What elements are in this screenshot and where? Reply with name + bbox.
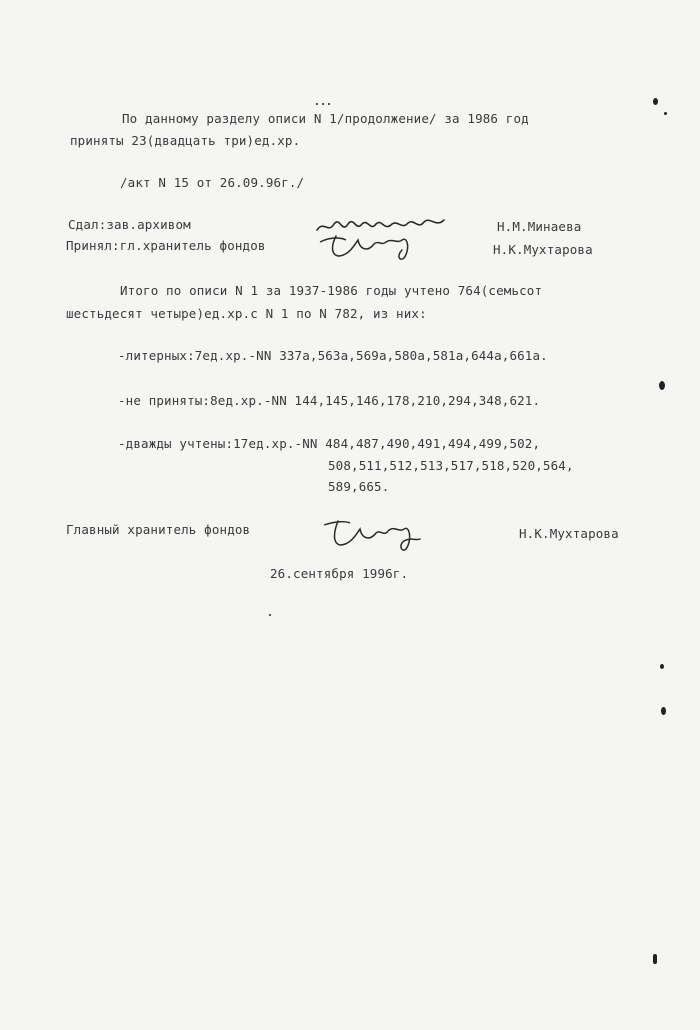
chief-keeper-label: Главный хранитель фондов — [66, 522, 251, 537]
punch-hole-mark — [659, 381, 665, 390]
intro-line-1: По данному разделу описи N 1/продолжение/ за 1986 год — [122, 111, 529, 126]
signature-handwritten — [312, 210, 457, 265]
punch-hole-mark — [653, 98, 658, 105]
not-received-items: -не приняты:8ед.хр.-NN 144,145,146,178,210,294,348,621. — [118, 393, 541, 408]
chief-signature — [320, 515, 430, 555]
total-line-2: шестьдесят четыре)ед.хр.с N 1 по N 782, из них: — [66, 306, 427, 321]
double-counted-line-2: 508,511,512,513,517,518,520,564, — [328, 458, 574, 473]
double-counted-line-3: 589,665. — [328, 479, 390, 494]
intro-line-2: приняты 23(двадцать три)ед.хр. — [70, 133, 301, 148]
literal-items: -литерных:7ед.хр.-NN 337а,563а,569а,580а,581а,644а,661а. — [118, 348, 548, 363]
act-reference: /акт N 15 от 26.09.96г./ — [120, 175, 305, 190]
received-label: Принял:гл.хранитель фондов — [66, 238, 266, 253]
handed-over-name: Н.М.Минаева — [497, 219, 582, 234]
chief-keeper-name: Н.К.Мухтарова — [519, 526, 619, 541]
scan-speck — [328, 103, 330, 105]
received-name: Н.К.Мухтарова — [493, 242, 593, 257]
scan-speck — [316, 103, 318, 105]
scan-speck — [269, 614, 271, 616]
handed-over-label: Сдал:зав.архивом — [68, 217, 191, 232]
total-line-1: Итого по описи N 1 за 1937-1986 годы учтено 764(семьсот — [120, 283, 543, 298]
punch-hole-mark — [653, 954, 657, 964]
double-counted-line-1: -дважды учтены:17ед.хр.-NN 484,487,490,491,494,499,502, — [118, 436, 541, 451]
punch-hole-mark — [661, 707, 666, 715]
scan-speck — [322, 103, 324, 105]
document-date: 26.сентября 1996г. — [270, 566, 409, 581]
scan-speck — [664, 112, 667, 115]
scan-speck — [660, 664, 664, 669]
